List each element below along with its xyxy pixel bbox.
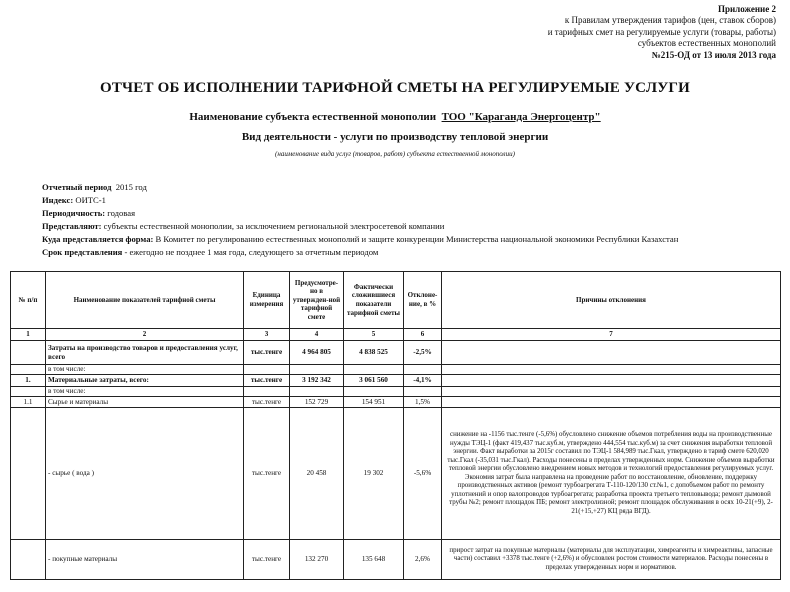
row-name: Сырье и материалы [46,397,244,408]
appendix-order: №215-ОД от 13 июля 2013 года [651,49,776,60]
column-number: 2 [46,329,244,341]
appendix-header [548,4,776,61]
row-name: Затраты на производство товаров и предоставления услуг, всего [46,341,244,365]
row-name: - сырье ( вода ) [46,408,244,540]
row-name: - покупные материалы [46,540,244,580]
table-row: 1.1 Сырье и материалы тыс.тенге 152 729 154 951 1,5% [11,397,781,408]
column-number: 6 [404,329,442,341]
appendix-title: Приложение 2 [717,4,776,14]
tariff-report-table [10,271,781,580]
appendix-line: и тарифных смет на регулируемые услуги (товары, работы) [547,26,776,37]
table-header-row [11,272,781,329]
appendix-line: к Правилам утверждения тарифов (цен, ставок сборов) [564,15,776,26]
header-actual: Фактически сложившиеся показатели тарифной сметы [344,272,404,329]
table-row [11,387,781,397]
meta-index: Индекс: ОИТС-1 [42,195,106,206]
header-name: Наименование показателей тарифной сметы [46,272,244,329]
column-number: 5 [344,329,404,341]
subject-line [0,111,790,123]
meta-submitter: Представляют: субъекты естественной монополии, за исключением региональной электросетевой компании [42,221,445,232]
column-number-row [11,329,781,341]
row-name: в том числе: [46,387,244,397]
meta-periodicity: Периодичность: годовая [42,208,136,219]
table-row: 1. Материальные затраты, всего: тыс.тенге 3 192 342 3 061 560 -4,1% [11,375,781,387]
meta-period: Отчетный период 2015 год [42,182,147,192]
row-name: Материальные затраты, всего: [46,375,244,387]
column-number: 1 [11,329,46,341]
report-meta [42,181,678,260]
activity-line [0,131,790,143]
header-num: № п/п [11,272,46,329]
activity-note: (наименование вида услуг (товаров, работ) субъекта естественной монополии) [275,150,515,158]
column-number: 7 [442,329,781,341]
report-title: ОТЧЕТ ОБ ИСПОЛНЕНИИ ТАРИФНОЙ СМЕТЫ НА РЕГУЛИРУЕМЫЕ УСЛУГИ [99,80,691,96]
header-deviation: Отклоне-ние, в % [404,272,442,329]
header-reason: Причины отклонения [442,272,781,329]
meta-deadline: Срок представления - ежегодно не позднее 1 мая года, следующего за отчетным периодом [42,247,379,258]
row-name: в том числе: [46,365,244,375]
meta-destination: Куда представляется форма: В Комитет по регулированию естественных монополий и защите конкуренции Министерства национальной экономики Республики Казахстан [42,234,679,245]
appendix-line: субъектов естественных монополий [637,38,776,49]
table-row: - покупные материалы тыс.тенге 132 270 135 648 2,6% прирост затрат на покупные материалы (материалы для эксплуатации, химреагенты и химреактивы, запасные части) составил +3378 тыс.тенге (+2,6%) и обусловлен ростом стоимости материалов. Расходы понесены в пределах утвержденных норм и нормативов. [11,540,781,580]
table-row: Затраты на производство товаров и предоставления услуг, всего тыс.тенге 4 964 805 4 838 525 -2,5% [11,341,781,365]
activity-label: Вид деятельности - [241,131,341,143]
subject-value: ТОО "Караганда Энергоцентр" [441,111,601,123]
deviation-reason: прирост затрат на покупные материалы (материалы для эксплуатации, химреагенты и химреактивы, запасные части) составил +3378 тыс.тенге (+2,6%) и обусловлен ростом стоимости материалов. Расходы понесены в пределах утвержденных норм и нормативов. [442,540,781,580]
header-unit: Единица измерения [244,272,290,329]
table-row: - сырье ( вода ) тыс.тенге 20 458 19 302 -5,6% снижение на -1156 тыс.тенге (-5,6%) обусловлено снижение объемов потребления воды на производственные нужды ТЭЦ-1 (факт 419,437 тыс.куб.м, утверждено 444,554 тыс.куб.м) за счет снижения выработки тепловой энергии. Факт выработки за 2015г составил по ТЭЦ-1 584,989 тыс.Гкал, утверждено в тариф смете 620,020 тыс.Гкал (-35,031 тыс.Гкал). Расходы понесены в пределах утвержденных норм. Снижение объемов выработки тепловой энергии обусловлено внедрением новых методов и технологий предоставления регулируемых услуг. Экономия затрат была направлена на проведение работ по восстановление, обновление, поддержку производственных активов (ремонт турбоагрегата Т-110-120/130 ст.№1, с допобъемом работ по ремонту уплотнений и опор валопроводов турбоагрегата; разработка проекта третьего тепловывода; ремонт дымовой трубы №2; ремонт площадок ПБ; ремонт электролизной; ремонт площадок обслуживания в осях 10-21(+9), 2-21(+15,+27) КЦ ряда ВГД). [11,408,781,540]
column-number: 4 [290,329,344,341]
table-row [11,365,781,375]
deviation-reason: снижение на -1156 тыс.тенге (-5,6%) обусловлено снижение объемов потребления воды на производственные нужды ТЭЦ-1 (факт 419,437 тыс.куб.м, утверждено 444,554 тыс.куб.м) за счет снижения выработки тепловой энергии. Факт выработки за 2015г составил по ТЭЦ-1 584,989 тыс.Гкал, утверждено в тариф смете 620,020 тыс.Гкал (-35,031 тыс.Гкал). Расходы понесены в пределах утвержденных норм. Снижение объемов выработки тепловой энергии обусловлено внедрением новых методов и технологий предоставления регулируемых услуг. Экономия затрат была направлена на проведение работ по восстановление, обновление, поддержку производственных активов (ремонт турбоагрегата Т-110-120/130 ст.№1, с допобъемом работ по ремонту уплотнений и опор валопроводов турбоагрегата; разработка проекта третьего тепловывода; ремонт дымовой трубы №2; ремонт площадок ПБ; ремонт электролизной; ремонт площадок обслуживания в осях 10-21(+9), 2-21(+15,+27) КЦ ряда ВГД). [442,408,781,540]
column-number: 3 [244,329,290,341]
header-planned: Предусмотре-но в утвержден-ной тарифной смете [290,272,344,329]
subject-label: Наименование субъекта естественной монополии [189,111,437,123]
activity-value: услуги по производству тепловой энергии [340,131,549,143]
